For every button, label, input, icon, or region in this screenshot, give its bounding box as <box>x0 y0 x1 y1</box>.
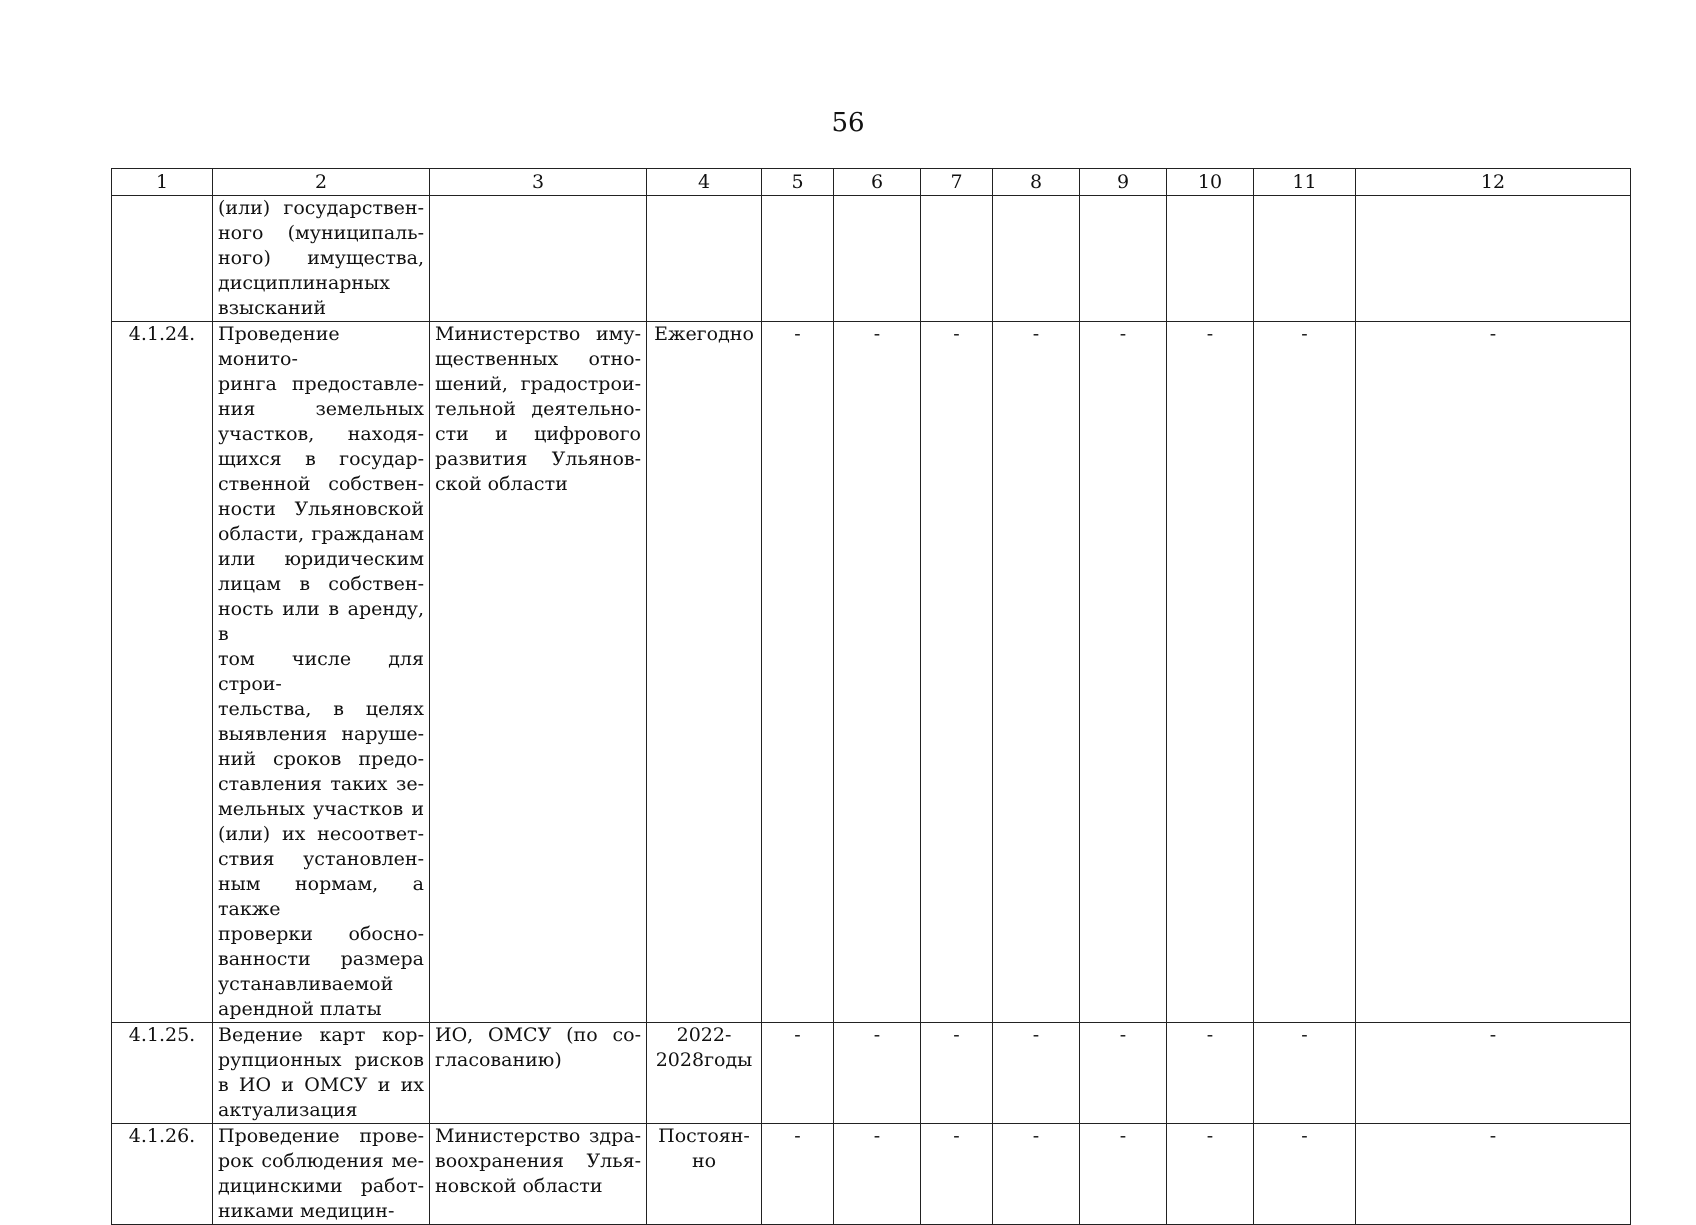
executor-text-line: Министерство иму- <box>435 323 641 345</box>
value-cell: - <box>921 1023 993 1124</box>
table-row <box>112 322 1631 1023</box>
measure-text-line: области, гражданам <box>218 523 424 545</box>
measure-text-line: лицам в собствен- <box>218 573 424 595</box>
value-cell <box>1080 196 1167 322</box>
measure-text-line: в ИО и ОМСУ и их <box>218 1074 424 1096</box>
period-text-line: Ежегодно <box>654 323 754 345</box>
value-cell: - <box>921 322 993 1023</box>
executor-text <box>430 322 647 1023</box>
column-header: 3 <box>430 169 647 196</box>
column-header: 5 <box>762 169 834 196</box>
executor-text <box>430 196 647 322</box>
column-header: 6 <box>834 169 921 196</box>
value-cell: - <box>1080 1023 1167 1124</box>
measure-text-line: ности Ульяновской <box>218 498 424 520</box>
value-cell: - <box>1080 322 1167 1023</box>
measure-text <box>213 1124 430 1225</box>
measure-text-line: мельных участков и <box>218 798 424 820</box>
measure-text-line: ния земельных <box>218 398 424 420</box>
column-header: 9 <box>1080 169 1167 196</box>
executor-text-line: щественных отно- <box>435 348 641 370</box>
executor-text-line: ИО, ОМСУ (по со- <box>435 1024 641 1046</box>
value-cell: - <box>1254 1124 1356 1225</box>
column-header: 10 <box>1167 169 1254 196</box>
column-header: 12 <box>1356 169 1631 196</box>
table-row <box>112 1124 1631 1225</box>
value-cell: - <box>1080 1124 1167 1225</box>
value-cell: - <box>762 1124 834 1225</box>
period-text-line: годы <box>704 1049 753 1071</box>
measure-text-line: актуализация <box>218 1099 358 1121</box>
value-cell: - <box>993 322 1080 1023</box>
value-cell <box>1167 196 1254 322</box>
value-cell <box>1356 196 1631 322</box>
value-cell: - <box>1167 322 1254 1023</box>
period-text-line: но <box>691 1150 717 1172</box>
measure-text-line: (или) государствен- <box>218 197 424 219</box>
executor-text <box>430 1124 647 1225</box>
executor-text-line: гласованию) <box>435 1049 562 1071</box>
value-cell <box>762 196 834 322</box>
measure-text-line: взысканий <box>218 297 327 319</box>
measure-text-line: дисциплинарных <box>218 272 390 294</box>
executor-text-line: воохранения Улья- <box>435 1150 641 1172</box>
value-cell <box>921 196 993 322</box>
value-cell <box>993 196 1080 322</box>
measure-text-line: Ведение карт кор- <box>218 1024 424 1046</box>
measure-text-line: ствия установлен- <box>218 848 424 870</box>
executor-text-line: сти и цифрового <box>435 423 641 445</box>
measure-text-line: щихся в государ- <box>218 448 424 470</box>
item-number: 4.1.24. <box>112 322 213 1023</box>
measure-text-line: рупционных рисков <box>218 1049 424 1071</box>
value-cell <box>834 196 921 322</box>
measure-text-line: проверки обосно- <box>218 923 424 945</box>
measure-text-line: или юридическим <box>218 548 424 570</box>
value-cell: - <box>1356 1023 1631 1124</box>
measure-text-line: том числе для строи- <box>218 648 424 695</box>
value-cell <box>1254 196 1356 322</box>
column-header: 2 <box>213 169 430 196</box>
value-cell: - <box>993 1124 1080 1225</box>
measure-text-line: рок соблюдения ме- <box>218 1150 424 1172</box>
value-cell: - <box>762 1023 834 1124</box>
value-cell: - <box>1254 322 1356 1023</box>
measure-text-line: Проведение монито- <box>218 323 340 370</box>
executor-text-line: тельной деятельно- <box>435 398 641 420</box>
measure-text-line: ванности размера <box>218 948 424 970</box>
measure-text-line: (или) их несоответ- <box>218 823 424 845</box>
measure-text-line: выявления наруше- <box>218 723 424 745</box>
measure-text-line: тельства, в целях <box>218 698 424 720</box>
period-text <box>647 322 762 1023</box>
measure-text-line: ным нормам, а также <box>218 873 424 920</box>
column-header: 4 <box>647 169 762 196</box>
measure-text-line: никами медицин- <box>218 1200 395 1222</box>
period-text-line: Постоян- <box>658 1125 750 1147</box>
value-cell: - <box>1167 1124 1254 1225</box>
period-text <box>647 1023 762 1124</box>
executor-text-line: шений, градострои- <box>435 373 641 395</box>
header-row <box>112 169 1631 196</box>
column-header: 7 <box>921 169 993 196</box>
measure-text-line: ного) имущества, <box>218 247 424 269</box>
executor-text-line: новской области <box>435 1175 603 1197</box>
executor-text-line: развития Ульянов- <box>435 448 641 470</box>
value-cell: - <box>834 1023 921 1124</box>
column-header: 1 <box>112 169 213 196</box>
value-cell: - <box>834 322 921 1023</box>
value-cell: - <box>993 1023 1080 1124</box>
measure-text <box>213 196 430 322</box>
value-cell: - <box>921 1124 993 1225</box>
measure-text-line: Проведение прове- <box>218 1125 424 1147</box>
table-body <box>112 196 1631 1225</box>
item-number: 4.1.26. <box>112 1124 213 1225</box>
measures-table <box>111 168 1631 1225</box>
measure-text <box>213 322 430 1023</box>
page-number: 56 <box>831 108 865 138</box>
executor-text <box>430 1023 647 1124</box>
table-row <box>112 1023 1631 1124</box>
measure-text-line: ственной собствен- <box>218 473 424 495</box>
item-number <box>112 196 213 322</box>
executor-text-line: ской области <box>435 473 568 495</box>
value-cell: - <box>1356 1124 1631 1225</box>
period-text-line: 2022-2028 <box>655 1024 732 1071</box>
measure-text-line: арендной платы <box>218 998 382 1020</box>
period-text <box>647 196 762 322</box>
item-number: 4.1.25. <box>112 1023 213 1124</box>
value-cell: - <box>834 1124 921 1225</box>
measure-text-line: устанавливаемой <box>218 973 394 995</box>
period-text <box>647 1124 762 1225</box>
value-cell: - <box>1254 1023 1356 1124</box>
measure-text-line: ного (муниципаль- <box>218 222 424 244</box>
table-row <box>112 196 1631 322</box>
measure-text-line: ринга предоставле- <box>218 373 424 395</box>
value-cell: - <box>762 322 834 1023</box>
measure-text-line: ний сроков предо- <box>218 748 424 770</box>
value-cell: - <box>1167 1023 1254 1124</box>
column-header: 11 <box>1254 169 1356 196</box>
measure-text <box>213 1023 430 1124</box>
measure-text-line: участков, находя- <box>218 423 424 445</box>
column-header: 8 <box>993 169 1080 196</box>
value-cell: - <box>1356 322 1631 1023</box>
measure-text-line: ность или в аренду, в <box>218 598 424 645</box>
measure-text-line: ставления таких зе- <box>218 773 424 795</box>
measure-text-line: дицинскими работ- <box>218 1175 424 1197</box>
executor-text-line: Министерство здра- <box>435 1125 641 1147</box>
